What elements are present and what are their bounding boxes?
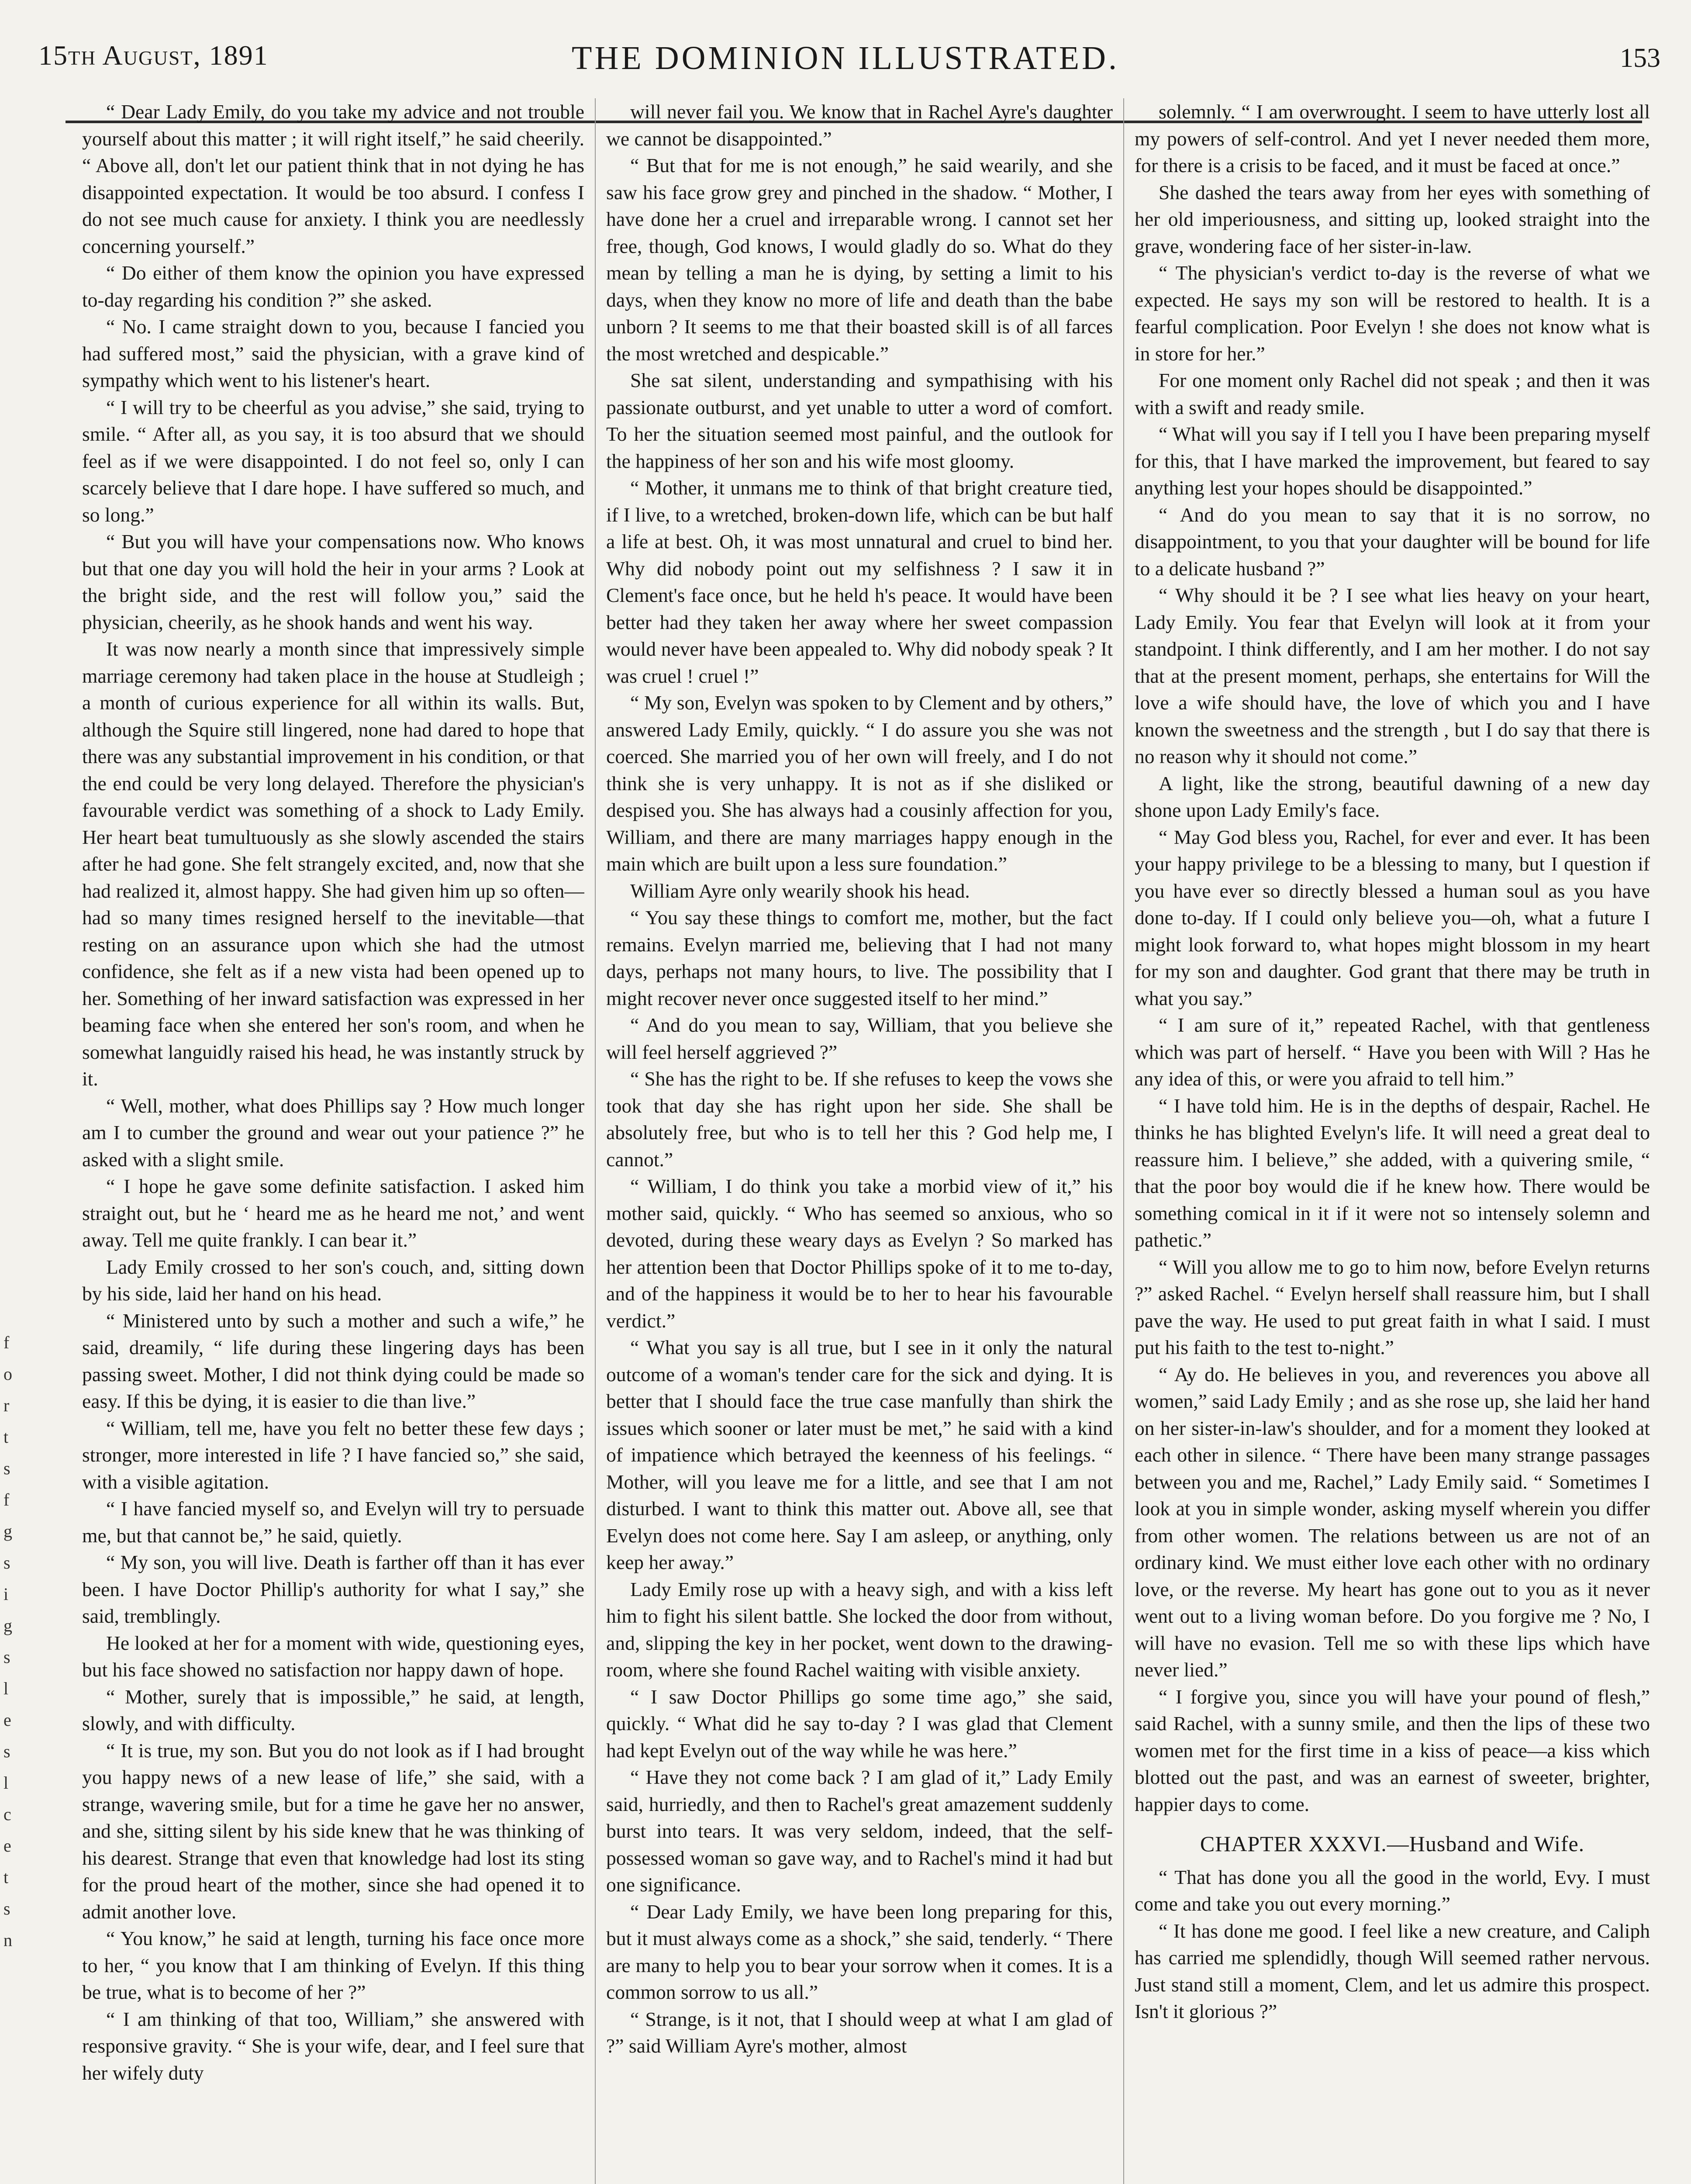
paragraph: “ I will try to be cheerful as you advise,” she said, trying to smile. “ After all, as you say, it is too absurd that we should feel as if we were disappointed. I do not feel so, only I can scarcely believe that I dare hope. I have suffered so much, and so long.” xyxy=(82,396,584,526)
paragraph: “ Mother, it unmans me to think of that bright creature tied, if I live, to a wretched, broken-down life, which can be but half a life at best. Oh, it was most unnatural and cruel to bind her. Why did nobody point out my selfishness ? I saw it in Clement's face once, but he held h's peace. It would have been better had they taken her away where her sweet compassion would never have been appealed to. Why did nobody speak ? It was cruel ! cruel !” xyxy=(606,477,1113,687)
bleed-letter: s xyxy=(3,1458,10,1478)
bleed-letter: f xyxy=(3,1490,10,1510)
bleed-letter: i xyxy=(3,1584,9,1604)
paragraph: “ But you will have your compensations now. Who knows but that one day you will hold the heir in your arms ? Look at the bright side, and the rest will follow you,” said the physician, cheerily, as he shook hands and went his way. xyxy=(82,530,584,633)
issue-date: 15th August, 1891 xyxy=(38,40,269,71)
bleed-letter: s xyxy=(3,1899,10,1918)
bleed-letter: t xyxy=(3,1867,9,1887)
paragraph: “ It has done me good. I feel like a new creature, and Caliph has carried me splendidly, though Will seemed rather nervous. Just stand still a moment, Clem, and let us admire this prospect. Isn't it glorious ?” xyxy=(1135,1919,1650,2022)
paragraph: “ Will you allow me to go to him now, before Evelyn returns ?” asked Rachel. “ Evelyn herself shall reassure him, but I shall pave the way. He used to put great faith in what I said. I must put his faith to the test to-night.” xyxy=(1135,1255,1650,1358)
text-column-1 xyxy=(82,98,584,2184)
paragraph: “ Ministered unto by such a mother and such a wife,” he said, dreamily, “ life during these lingering days has been passing sweet. Mother, I did not think dying could be made so easy. If this be dying, it is easier to die than live.” xyxy=(82,1309,584,1412)
paragraph: “ I am thinking of that too, William,” she answered with responsive gravity. “ She is your wife, dear, and I feel sure that her wifely duty xyxy=(82,2008,584,2084)
paragraph: “ I forgive you, since you will have your pound of flesh,” said Rachel, with a sunny smile, and then the lips of these two women met for the first time in a kiss of peace—a kiss which blotted out the past, and was an earnest of sweeter, brighter, happier days to come. xyxy=(1135,1685,1650,1815)
bleed-letter: o xyxy=(3,1364,12,1384)
paragraph: “ Dear Lady Emily, do you take my advice and not trouble yourself about this matter ; it will right itself,” he said cheerily. “ Above all, don't let our patient think that in not dying he has disappointed expectation. It would be too absurd. I confess I do not see much cause for anxiety. I think you are needlessly concerning yourself.” xyxy=(82,100,584,257)
paragraph: It was now nearly a month since that impressively simple marriage ceremony had taken place in the house at Studleigh ; a month of curious experience for all within its walls. But, although the Squire still lingered, none had dared to hope that there was any substantial improvement in his condition, or that the end could be very long delayed. Therefore the physician's favourable verdict was something of a shock to Lady Emily. Her heart beat tumultuously as she slowly ascended the stairs after he had gone. She felt strangely excited, and, now that she had realized it, almost happy. She had given him up so often—had so many times resigned herself to the inevitable—that resting on an assurance upon which she had the utmost confidence, she felt as if a new vista had been opened up to her. Something of her inward satisfaction was expressed in her beaming face when she entered her son's room, and when he somewhat languidly raised his head, he was instantly struck by it. xyxy=(82,638,584,1090)
paragraph: “ Why should it be ? I see what lies heavy on your heart, Lady Emily. You fear that Evelyn will look at it from your standpoint. I think differently, and I am her mother. I do not say that at the present moment, perhaps, she entertains for Will the love a wife should have, the love of which you and I have known the sweetness and the strength , but I do say that there is no reason why it should not come.” xyxy=(1135,584,1650,767)
bleed-letter: s xyxy=(3,1647,10,1667)
column-divider xyxy=(1123,98,1124,2184)
paragraph: “ What will you say if I tell you I have been preparing myself for this, that I have marked the improvement, but feared to say anything lest your hopes should be disappointed.” xyxy=(1135,423,1650,499)
page-header xyxy=(0,39,1691,87)
paragraph: “ Do either of them know the opinion you have expressed to-day regarding his condition ?” she asked. xyxy=(82,262,584,311)
paragraph: “ No. I came straight down to you, because I fancied you had suffered most,” said the physician, with a grave kind of sympathy which went to his listener's heart. xyxy=(82,315,584,391)
publication-title: THE DOMINION ILLUSTRATED. xyxy=(572,40,1119,76)
paragraph: “ I am sure of it,” repeated Rachel, with that gentleness which was part of herself. “ Have you been with Will ? Has he any idea of this, or were you afraid to tell him.” xyxy=(1135,1014,1650,1090)
paragraph: A light, like the strong, beautiful dawning of a new day shone upon Lady Emily's face. xyxy=(1135,772,1650,821)
paragraph: “ The physician's verdict to-day is the reverse of what we expected. He says my son will be restored to health. It is a fearful complication. Poor Evelyn ! she does not know what is in store for her.” xyxy=(1135,262,1650,365)
paragraph: “ I have told him. He is in the depths of despair, Rachel. He thinks he has blighted Evelyn's life. It will need a great deal to reassure him. I believe,” she added, with a quivering smile, “ that the poor boy would die if he knew how. There would be something comical in it if it were not so intensely solemn and pathetic.” xyxy=(1135,1094,1650,1251)
paragraph: “ William, I do think you take a morbid view of it,” his mother said, quickly. “ Who has seemed so anxious, who so devoted, during these weary days as Evelyn ? So marked has her attention been that Doctor Phillips spoke of it to me to-day, and of the happiness it would be to her to hear his favourable verdict.” xyxy=(606,1175,1113,1332)
bleed-letter: l xyxy=(3,1773,9,1793)
paragraph: Lady Emily crossed to her son's couch, and, sitting down by his side, laid her hand on his head. xyxy=(82,1255,584,1305)
paragraph: “ You say these things to comfort me, mother, but the fact remains. Evelyn married me, believing that I had not many days, perhaps not many hours, to live. The possibility that I might recover never once suggested itself to her mind.” xyxy=(606,906,1113,1009)
paragraph: “ Mother, surely that is impossible,” he said, at length, slowly, and with difficulty. xyxy=(82,1685,584,1735)
column-divider xyxy=(595,98,596,2184)
paragraph: “ May God bless you, Rachel, for ever and ever. It has been your happy privilege to be a blessing to many, but I question if you have ever so directly blessed a human soul as you have done to-day. If I could only believe you—oh, what a future I might look forward to, what hopes might blossom in my heart for my son and daughter. God grant that there may be truth in what you say.” xyxy=(1135,826,1650,1009)
text-column-2 xyxy=(606,98,1113,2184)
bleed-letter: g xyxy=(3,1521,12,1541)
bleed-letter: s xyxy=(3,1553,10,1572)
paragraph: “ What you say is all true, but I see in it only the natural outcome of a woman's tender care for the sick and dying. It is better that I should face the true case manfully than shirk the issues which sooner or later must be met,” he said with a kind of impatience which betrayed the keenness of his feelings. “ Mother, will you leave me for a little, and see that I am not disturbed. I want to think this matter out. Above all, see that Evelyn does not come here. Say I am asleep, or anything, only keep her away.” xyxy=(606,1336,1113,1573)
paragraph: William Ayre only wearily shook his head. xyxy=(630,879,970,902)
text-column-3 xyxy=(1135,98,1650,2184)
paragraph: “ Dear Lady Emily, we have been long preparing for this, but it must always come as a shock,” she said, tenderly. “ There are many to help you to bear your sorrow when it comes. It is a common sorrow to us all.” xyxy=(606,1900,1113,2003)
bleed-letter: r xyxy=(3,1396,10,1415)
page-number: 153 xyxy=(1620,43,1660,73)
paragraph: “ I saw Doctor Phillips go some time ago,” she said, quickly. “ What did he say to-day ? I was glad that Clement had kept Evelyn out of the way while he was here.” xyxy=(606,1685,1113,1762)
paragraph: “ Well, mother, what does Phillips say ? How much longer am I to cumber the ground and wear out your patience ?” he asked with a slight smile. xyxy=(82,1094,584,1171)
bleed-letter: c xyxy=(3,1804,11,1824)
paragraph: He looked at her for a moment with wide, questioning eyes, but his face showed no satisfaction nor happy dawn of hope. xyxy=(82,1631,584,1681)
bleed-letter: n xyxy=(3,1930,12,1950)
paragraph: “ I have fancied myself so, and Evelyn will try to persuade me, but that cannot be,” he said, quietly. xyxy=(82,1497,584,1547)
paragraph: “ I hope he gave some definite satisfaction. I asked him straight out, but he ‘ heard me as he heard me not,’ and went away. Tell me quite frankly. I can bear it.” xyxy=(82,1175,584,1251)
paragraph: “ My son, Evelyn was spoken to by Clement and by others,” answered Lady Emily, quickly. “ I do assure you she was not coerced. She married you of her own will freely, and I do not think she is very unhappy. It is not as if she disliked or despised you. She has always had a cousinly affection for you, William, and there are many marriages happy enough in the main which are built upon a less sure foundation.” xyxy=(606,691,1113,875)
bleed-letter: e xyxy=(3,1710,11,1730)
paragraph: “ That has done you all the good in the world, Evy. I must come and take you out every morning.” xyxy=(1135,1866,1650,1915)
bleed-letter: l xyxy=(3,1679,9,1698)
paragraph: She dashed the tears away from her eyes with something of her old imperiousness, and sitting up, looked straight into the grave, wondering face of her sister-in-law. xyxy=(1135,181,1650,257)
paragraph: “ You know,” he said at length, turning his face once more to her, “ you know that I am thinking of Evelyn. If this thing be true, what is to become of her ?” xyxy=(82,1927,584,2003)
paragraph: “ Ay do. He believes in you, and reverences you above all women,” said Lady Emily ; and as she rose up, she laid her hand on her sister-in-law's shoulder, and for a moment they looked at each other in silence. “ There have been many strange passages between you and me, Rachel,” Lady Emily said. “ Sometimes I look at you in simple wonder, asking myself wherein you differ from other women. The relations between us are not of an ordinary kind. We must either love each other with no ordinary love, or the reverse. My heart has gone out to you as it never went out to a living woman before. Do you forgive me ? No, I will have no evasion. Tell me so with these lips which have never lied.” xyxy=(1135,1363,1650,1681)
bleed-through-margin xyxy=(0,1332,13,1987)
paragraph: “ William, tell me, have you felt no better these few days ; stronger, more interested in life ? I have fancied so,” she said, with a visible agitation. xyxy=(82,1417,584,1493)
paragraph: Lady Emily rose up with a heavy sigh, and with a kiss left him to fight his silent battle. She locked the door from without, and, slipping the key in her pocket, went down to the drawing-room, where she found Rachel waiting with visible anxiety. xyxy=(606,1578,1113,1681)
bleed-letter: e xyxy=(3,1836,11,1856)
paragraph: “ Have they not come back ? I am glad of it,” Lady Emily said, hurriedly, and then to Rachel's great amazement suddenly burst into tears. It was very seldom, indeed, that the self-possessed woman so gave way, and to Rachel's mind it had but one significance. xyxy=(606,1766,1113,1896)
bleed-letter: t xyxy=(3,1427,9,1447)
paragraph: For one moment only Rachel did not speak ; and then it was with a swift and ready smile. xyxy=(1135,369,1650,418)
paragraph: “ And do you mean to say that it is no sorrow, no disappointment, to you that your daughter will be bound for life to a delicate husband ?” xyxy=(1135,503,1650,580)
paragraph: “ She has the right to be. If she refuses to keep the vows she took that day she has right upon her side. She shall be absolutely free, but who is to tell her this ? God help me, I cannot.” xyxy=(606,1068,1113,1171)
chapter-heading: CHAPTER XXXVI.—Husband and Wife. xyxy=(1200,1832,1585,1856)
paragraph: “ And do you mean to say, William, that you believe she will feel herself aggrieved ?” xyxy=(606,1014,1113,1063)
paragraph: “ But that for me is not enough,” he said wearily, and she saw his face grow grey and pinched in the shadow. “ Mother, I have done her a cruel and irreparable wrong. I cannot set her free, though, God knows, I would gladly do so. What do they mean by telling a man he is dying, by setting a limit to his days, when they know no more of life and death than the babe unborn ? It seems to me that their boasted skill is of all farces the most wretched and despicable.” xyxy=(606,154,1113,365)
paragraph: She sat silent, understanding and sympathising with his passionate outburst, and yet unable to utter a word of comfort. To her the situation seemed most painful, and the outlook for the happiness of her son and his wife most gloomy. xyxy=(606,369,1113,472)
paragraph: “ Strange, is it not, that I should weep at what I am glad of ?” said William Ayre's mother, almost xyxy=(606,2008,1113,2057)
paragraph: “ It is true, my son. But you do not look as if I had brought you happy news of a new lease of life,” she said, with a strange, wavering smile, but for a time he gave her no answer, and she, sitting silent by his side knew that he was thinking of his dearest. Strange that even that knowledge had lost its sting for the proud heart of the mother, since she had opened it to admit another love. xyxy=(82,1739,584,1923)
paragraph: solemnly. “ I am overwrought. I seem to have utterly lost all my powers of self-control. And yet I never needed them more, for there is a crisis to be faced, and it must be faced at once.” xyxy=(1135,100,1650,176)
paragraph: “ My son, you will live. Death is farther off than it has ever been. I have Doctor Phillip's authority for what I say,” she said, tremblingly. xyxy=(82,1551,584,1627)
bleed-letter: g xyxy=(3,1616,12,1635)
bleed-letter: s xyxy=(3,1742,10,1761)
bleed-letter: f xyxy=(3,1333,10,1352)
paragraph: will never fail you. We know that in Rachel Ayre's daughter we cannot be disappointed.” xyxy=(606,100,1113,150)
